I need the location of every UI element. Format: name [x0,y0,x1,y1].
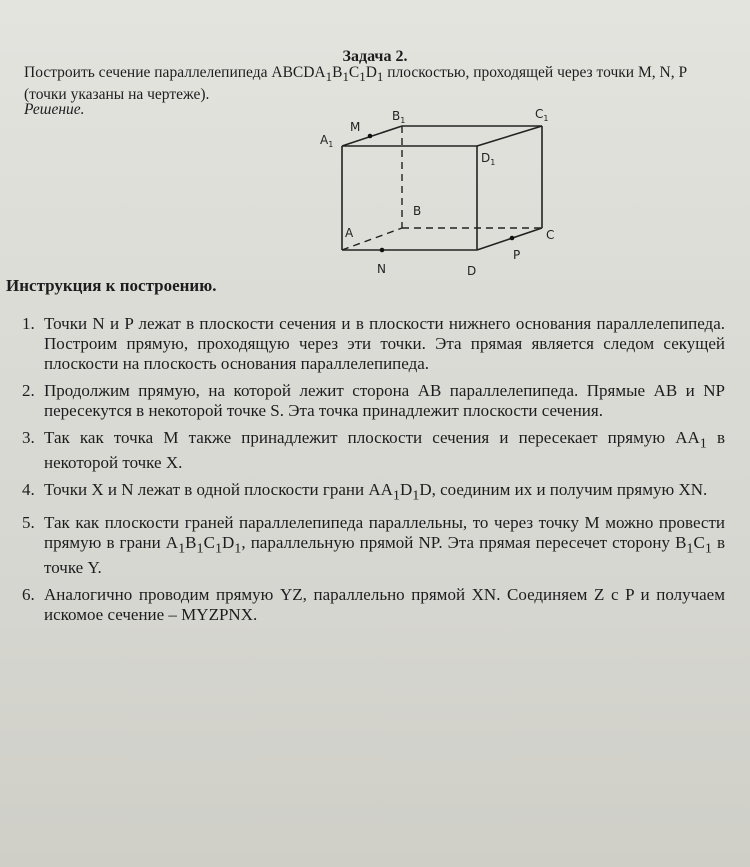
step-number: 6. [22,585,35,605]
label-c: C [546,228,555,242]
instructions-list [10,314,725,632]
label-b1: $B_1$ [392,109,406,125]
label-a1: $A_1$ [320,133,334,149]
edge-d1-c1 [477,126,542,146]
label-a: A [345,226,354,240]
label-m: M [350,120,361,134]
problem-title: Задача 2. [342,48,408,65]
step-text: Так как точка M также принадлежит плоскости сечения и пересекает прямую $AA_1$ в некоторой точке X. [44,428,726,473]
step-text: Так как плоскости граней параллелепипеда параллельны, то через точку M можно провести прямую в грани $A_1B_1C_1D_1$, параллельную прямой NP. Эта прямая пересечет сторону $B_1C_1$ в точке Y. [44,512,725,578]
label-b: B [413,204,422,218]
parallelepiped-figure [310,100,580,280]
edge-d-c [477,228,542,250]
step-number: 2. [22,381,35,400]
list-item [10,314,725,374]
label-n: N [377,262,386,276]
label-p: P [513,248,521,262]
point-n [380,248,385,253]
problem-condition: Построить сечение параллелепипеда $ABCDA_1B_1C_1D_1$ плоскостью, проходящей через точки M, N, P (точки указаны на чертеже). [24,64,687,104]
list-item [10,381,725,421]
step-text: Продолжим прямую, на которой лежит сторона AB параллелепипеда. Прямые AB и NP пересекутся в некоторой точке S. Эта точка принадлежит плоскости сечения. [44,381,725,420]
step-text: Аналогично проводим прямую YZ, параллельно прямой XN. Соединяем Z с P и получаем искомое сечение – MYZPNX. [44,585,725,625]
step-text: Точки N и P лежат в плоскости сечения и в плоскости нижнего основания параллелепипеда. Построим прямую, проходящую через эти точки. Эта прямая является следом секущей плоскости на плоскость основания параллелепипеда. [44,314,725,373]
list-item [10,513,725,578]
list-item [10,585,725,625]
list-item [10,428,725,473]
step-number: 3. [22,428,35,447]
point-m [368,134,373,139]
instructions-heading: Инструкция к построению. [6,276,217,295]
point-p [510,236,515,241]
label-d1: $D_1$ [481,151,496,167]
step-text: Точки X и N лежат в одной плоскости грани $AA_1D_1D$, соединим их и получим прямую XN. [44,480,708,504]
step-number: 4. [22,480,35,500]
label-c1: $C_1$ [535,107,549,123]
solution-label: Решение. [24,101,85,118]
label-d: D [467,264,477,278]
step-number: 1. [22,314,35,333]
list-item [10,480,725,505]
step-number: 5. [22,512,35,532]
